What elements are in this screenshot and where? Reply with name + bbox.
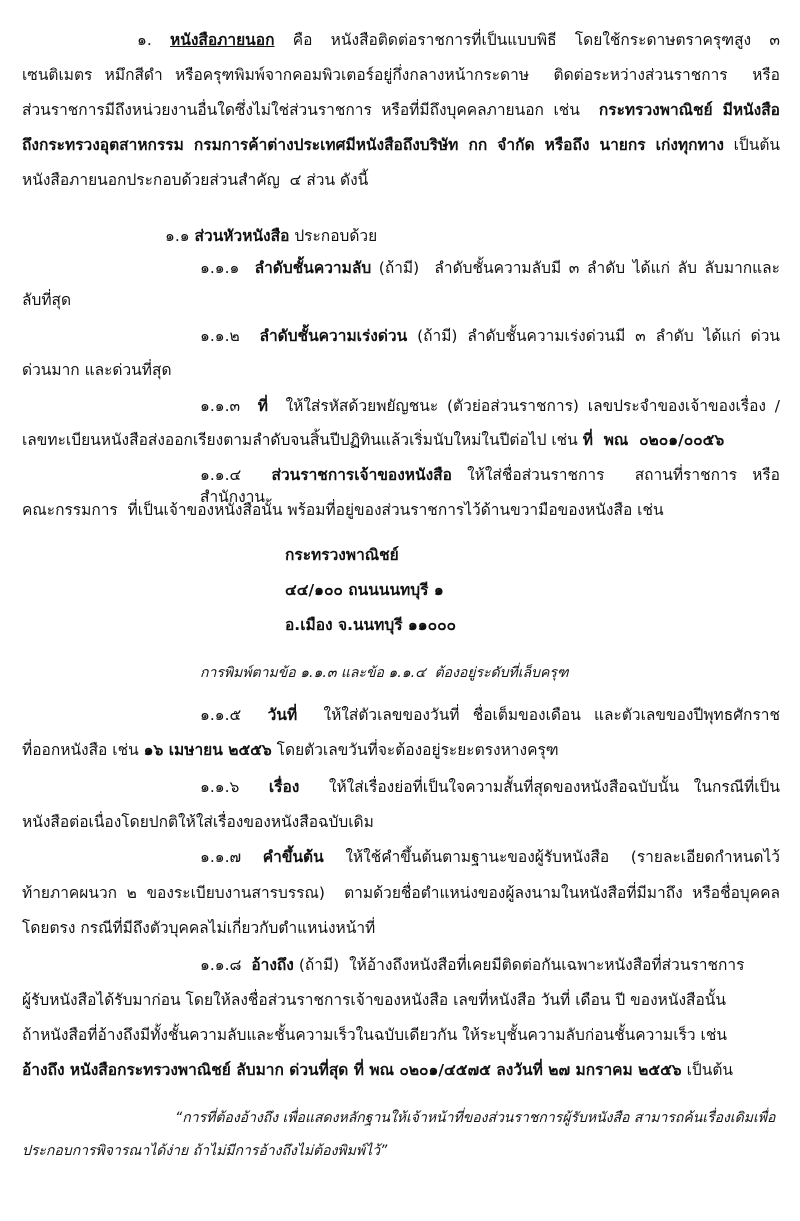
body-text: ให้ใส่ชื่อส่วนราชการ สถานที่ราชการ หรือสำนักงาน	[200, 466, 780, 506]
body-text: (ถ้ามี) ลำดับชั้นความลับมี ๓ ลำดับ ได้แก่ ลับ ลับมากและ	[371, 259, 780, 277]
body-text: ๑.	[137, 31, 171, 49]
body-text: ด่วนมาก และด่วนที่สุด	[22, 361, 172, 379]
document-line	[22, 811, 780, 833]
body-text: ผู้รับหนังสือได้รับมาก่อน โดยให้ลงชื่อส่วนราชการเจ้าของหนังสือ เลขที่หนังสือ วันที่ เดือน ปี ของหนังสือนั้น	[22, 991, 726, 1009]
document-line	[165, 225, 780, 247]
bold-text: ที่	[257, 397, 268, 415]
body-text: ที่ออกหนังสือ เช่น	[22, 741, 144, 759]
body-text: ให้ใส่รหัสด้วยพยัญชนะ (ตัวย่อส่วนราชการ) เลขประจำของเจ้าของเรื่อง /	[267, 397, 781, 415]
document-line	[200, 776, 780, 798]
document-line	[22, 1139, 780, 1162]
document-line	[22, 917, 780, 939]
bold-text: วันที่	[267, 706, 298, 724]
body-text: ๑.๑.๗	[200, 848, 263, 866]
body-text: ลับที่สุด	[22, 291, 72, 309]
body-text: ๑.๑	[165, 227, 195, 245]
body-text: ๑.๑.๖	[200, 778, 269, 796]
body-text: เป็นต้น	[724, 136, 780, 154]
document-line	[285, 544, 780, 566]
bold-text: คำขึ้นต้น	[262, 848, 324, 866]
body-text: ๑.๑.๓	[200, 397, 258, 415]
bold-text: อ.เมือง จ.นนทบุรี ๑๑๐๐๐	[285, 616, 456, 634]
bold-text: ๑๖ เมษายน ๒๕๕๖	[143, 741, 272, 759]
document-line	[22, 429, 780, 451]
body-text: ให้ใส่เรื่องย่อที่เป็นใจความสั้นที่สุดของหนังสือฉบับนั้น ในกรณีที่เป็น	[299, 778, 780, 796]
body-text: เป็นต้น	[681, 1061, 733, 1079]
document-line	[137, 29, 780, 51]
document-line	[285, 614, 780, 636]
document-line	[200, 257, 780, 279]
bold-text: ส่วนราชการเจ้าของหนังสือ	[271, 466, 452, 484]
document-line	[22, 359, 780, 381]
bold-text: ลำดับชั้นความเร่งด่วน	[259, 327, 408, 345]
italic-note: ประกอบการพิจารณาได้ง่าย ถ้าไม่มีการอ้างถึงไม่ต้องพิมพ์ไว้”	[22, 1143, 388, 1159]
italic-note: “การที่ต้องอ้างถึง เพื่อแสดงหลักฐานให้เจ้าหน้าที่ของส่วนราชการผู้รับหนังสือ สามารถค้นเรื่องเดิมเพื่อ	[175, 1110, 776, 1126]
document-line	[22, 1059, 780, 1081]
body-text: ประกอบด้วย	[289, 227, 378, 245]
body-text: ส่วนราชการมีถึงหน่วยงานอื่นใดซึ่งไม่ใช่ส่วนราชการ หรือที่มีถึงบุคคลภายนอก เช่น	[22, 101, 599, 119]
body-text: หนังสือภายนอกประกอบด้วยส่วนสำคัญ ๔ ส่วน ดังนี้	[22, 171, 369, 189]
document-line	[22, 64, 780, 86]
body-text: ท้ายภาคผนวก ๒ ของระเบียบงานสารบรรณ) ตามด้วยชื่อตำแหน่งของผู้ลงนามในหนังสือที่มีมาถึง หรือชื่อบุคคล	[22, 884, 780, 902]
bold-text: เรื่อง	[268, 778, 300, 796]
body-text: คณะกรรมการ ที่เป็นเจ้าของหนังสือนั้น พร้อมที่อยู่ของส่วนราชการไว้ด้านขวามือของหนังสือ เช่น	[22, 501, 664, 519]
document-line	[200, 395, 780, 417]
bold-text: อ้างถึง หนังสือกระทรวงพาณิชย์ ลับมาก ด่วนที่สุด ที่ พณ ๐๒๐๑/๔๕๗๕ ลงวันที่ ๒๗ มกราคม ๒๕๕๖	[22, 1061, 682, 1079]
body-text: ให้ใช้คำขึ้นต้นตามฐานะของผู้รับหนังสือ (รายละเอียดกำหนดไว้	[323, 848, 780, 866]
document-line	[175, 1106, 780, 1129]
document-line	[22, 882, 780, 904]
document-line	[22, 289, 780, 311]
bold-text: ถึงกระทรวงอุตสาหกรรม กรมการค้าต่างประเทศมีหนังสือถึงบริษัท กก จำกัด หรือถึง นายกร เก่งทุกทาง	[22, 136, 724, 154]
body-text: เลขทะเบียนหนังสือส่งออกเรียงตามลำดับจนสิ้นปีปฏิทินแล้วเริ่มนับใหม่ในปีต่อไป เช่น	[22, 431, 583, 449]
body-text: (ถ้ามี) ให้อ้างถึงหนังสือที่เคยมีติดต่อกันเฉพาะหนังสือที่ส่วนราชการ	[293, 956, 745, 974]
document-line	[22, 739, 780, 761]
document-line	[200, 661, 780, 684]
document-line	[22, 99, 780, 121]
bold-text: ส่วนหัวหนังสือ	[194, 227, 290, 245]
body-text: โดยตรง กรณีที่มีถึงตัวบุคคลไม่เกี่ยวกับตำแหน่งหน้าที่	[22, 919, 376, 937]
document-line	[22, 989, 780, 1011]
bold-text: กระทรวงพาณิชย์	[285, 546, 399, 564]
body-text: ๑.๑.๘	[200, 956, 252, 974]
bold-text: ที่ พณ ๐๒๐๑/๐๐๕๖	[582, 431, 725, 449]
document-line	[200, 704, 780, 726]
body-text: ถ้าหนังสือที่อ้างถึงมีทั้งชั้นความลับและชั้นความเร็วในฉบับเดียวกัน ให้ระบุชั้นความลับก่อนชั้นความเร็ว เช่น	[22, 1026, 727, 1044]
bold-text: หนังสือภายนอก	[170, 31, 275, 49]
document-line	[22, 499, 780, 521]
document-line	[200, 846, 780, 868]
body-text: โดยตัวเลขวันที่จะต้องอยู่ระยะตรงหางครุฑ	[271, 741, 559, 759]
document-line	[22, 1024, 780, 1046]
document-line	[22, 169, 780, 191]
bold-text: ๔๔/๑๐๐ ถนนนนทบุรี ๑	[285, 581, 444, 599]
document-line	[285, 579, 780, 601]
document-line	[200, 954, 780, 976]
bold-text: กระทรวงพาณิชย์ มีหนังสือ	[598, 101, 780, 119]
document-line	[200, 325, 780, 347]
body-text: ๑.๑.๒	[200, 327, 260, 345]
body-text: ๑.๑.๔	[200, 466, 272, 484]
body-text: หนังสือต่อเนื่องโดยปกติให้ใส่เรื่องของหนังสือฉบับเดิม	[22, 813, 374, 831]
body-text: เซนติเมตร หมึกสีดำ หรือครุฑพิมพ์จากคอมพิวเตอร์อยู่กึ่งกลางหน้ากระดาษ ติดต่อระหว่างส่วนราชการ หรือ	[22, 66, 780, 84]
body-text: คือ หนังสือติดต่อราชการที่เป็นแบบพิธี โดยใช้กระดาษตราครุฑสูง ๓	[274, 31, 780, 49]
body-text: ให้ใส่ตัวเลขของวันที่ ชื่อเต็มของเดือน และตัวเลขของปีพุทธศักราช	[297, 706, 780, 724]
bold-text: อ้างถึง	[251, 956, 294, 974]
body-text: ๑.๑.๕	[200, 706, 268, 724]
italic-note: การพิมพ์ตามข้อ ๑.๑.๓ และข้อ ๑.๑.๔ ต้องอยู่ระดับที่เล็บครุฑ	[200, 665, 569, 681]
document-line	[22, 134, 780, 156]
bold-text: ลำดับชั้นความลับ	[254, 259, 372, 277]
body-text: ๑.๑.๑	[200, 259, 255, 277]
body-text: (ถ้ามี) ลำดับชั้นความเร่งด่วนมี ๓ ลำดับ ได้แก่ ด่วน	[407, 327, 780, 345]
